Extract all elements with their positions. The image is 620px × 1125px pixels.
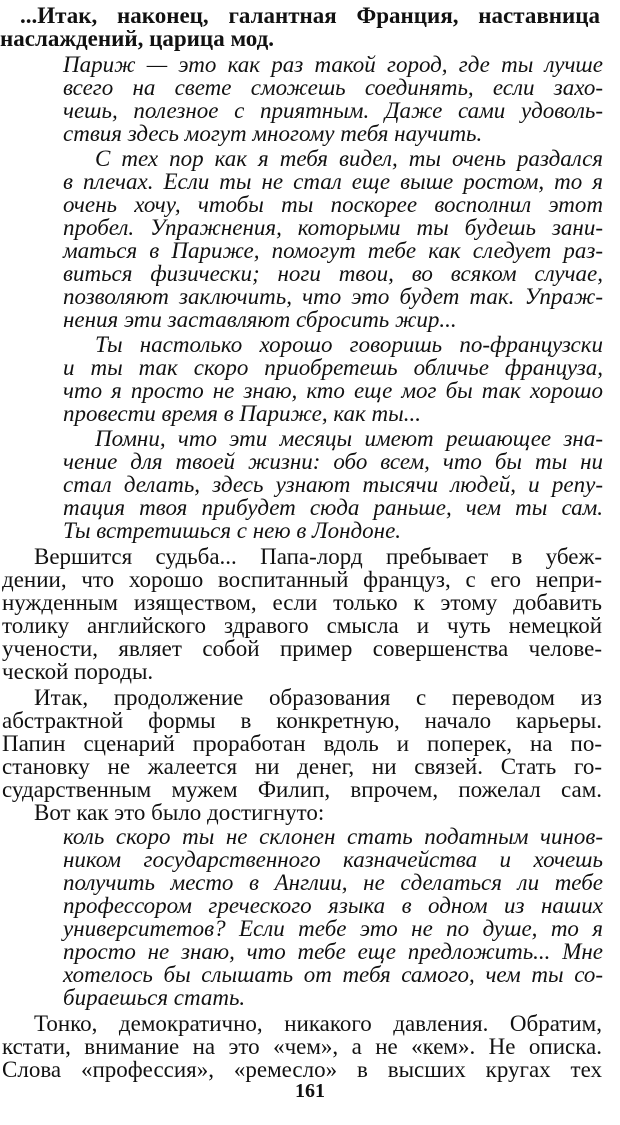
text-line-34: сударственным мужем Филип, впрочем, пожелал сам. xyxy=(2,777,602,802)
text-line-45: кстати, внимание на это «чем», а не «кем». Не описка. xyxy=(2,1034,602,1059)
text-line-31: абстрактной формы в конкретную, начало карьеры. xyxy=(2,708,602,733)
text-line-46: Слова «профессия», «ремесло» в высших кругах тех xyxy=(2,1057,602,1082)
text-line-38: получить место в Англии, не сделаться ли тебе xyxy=(63,870,603,895)
text-line-29: ческой породы. xyxy=(2,659,154,684)
text-line-42: хотелось бы слышать от тебя самого, чем ты со- xyxy=(63,962,603,987)
text-line-19: Помни, что эти месяцы имеют решающее зна- xyxy=(95,426,603,451)
text-line-44: Тонко, демократично, никакого давления. Обратим, xyxy=(34,1011,602,1036)
text-line-32: Папин сценарий проработан вдоль и поперек, на по- xyxy=(2,731,602,756)
text-line-33: становку не жалеется ни денег, ни связей. Стать го- xyxy=(2,754,602,779)
text-line-14: нения эти заставляют сбросить жир... xyxy=(63,307,457,332)
text-line-17: что я просто не знаю, кто еще мог бы так хорошо xyxy=(63,378,603,403)
text-line-2: наслаждений, царица мод. xyxy=(0,26,275,51)
text-line-20: чение для твоей жизни: обо всем, что бы ты ни xyxy=(63,449,603,474)
text-line-28: учености, являет собой пример совершенства челове- xyxy=(2,636,602,661)
text-line-35: Вот как это было достигнуто: xyxy=(34,800,325,825)
text-line-16: и ты так скоро приобретешь обличье француза, xyxy=(63,355,603,380)
text-line-26: нужденным изяществом, если только к этому добавить xyxy=(2,590,602,615)
text-line-23: Ты встретишься с нею в Лондоне. xyxy=(63,518,402,543)
text-line-5: чешь, полезное с приятным. Даже сами удоволь- xyxy=(63,98,603,123)
text-line-6: ствия здесь могут многому тебя научить. xyxy=(63,121,483,146)
text-line-27: толику английского здравого смысла и чуть немецкой xyxy=(2,613,602,638)
text-line-37: ником государственного казначейства и хочешь xyxy=(63,847,603,872)
text-line-8: в плечах. Если ты не стал еще выше ростом, то я xyxy=(63,169,603,194)
text-line-36: коль скоро ты не склонен стать податным чинов- xyxy=(63,824,603,849)
text-line-12: виться физически; ноги твои, во всяком случае, xyxy=(63,261,603,286)
text-line-1: ...Итак, наконец, галантная Франция, наставница xyxy=(20,3,600,28)
text-line-30: Итак, продолжение образования с переводом из xyxy=(34,685,602,710)
text-line-41: просто не знаю, что тебе еще предложить... Мне xyxy=(63,939,603,964)
text-line-9: очень хочу, чтобы ты поскорее восполнил этот xyxy=(63,192,603,217)
text-line-4: всего на свете сможешь соединять, если захо- xyxy=(63,75,603,100)
text-line-21: стал делать, здесь узнают тысячи людей, и репу- xyxy=(63,472,603,497)
text-line-13: позволяют заключить, что это будет так. Упраж- xyxy=(63,284,603,309)
text-line-24: Вершится судьба... Папа-лорд пребывает в убеж- xyxy=(34,544,602,569)
text-line-18: провести время в Париже, как ты... xyxy=(63,401,421,426)
page-number: 161 xyxy=(295,1080,325,1102)
text-line-3: Париж — это как раз такой город, где ты лучше xyxy=(63,52,603,77)
text-line-11: маться в Париже, помогут тебе как следует раз- xyxy=(63,238,603,263)
text-line-22: тация твоя прибудет сюда раньше, чем ты сам. xyxy=(63,495,603,520)
text-line-7: С тех пор как я тебя видел, ты очень раздался xyxy=(95,146,603,171)
text-line-25: дении, что хорошо воспитанный француз, с его непри- xyxy=(2,567,602,592)
text-line-10: пробел. Упражнения, которыми ты будешь зани- xyxy=(63,215,603,240)
text-line-39: профессором греческого языка в одном из наших xyxy=(63,893,603,918)
text-line-43: бираешься стать. xyxy=(63,985,246,1010)
text-line-40: университетов? Если тебе это не по душе, то я xyxy=(63,916,603,941)
text-line-15: Ты настолько хорошо говоришь по-французски xyxy=(95,332,603,357)
